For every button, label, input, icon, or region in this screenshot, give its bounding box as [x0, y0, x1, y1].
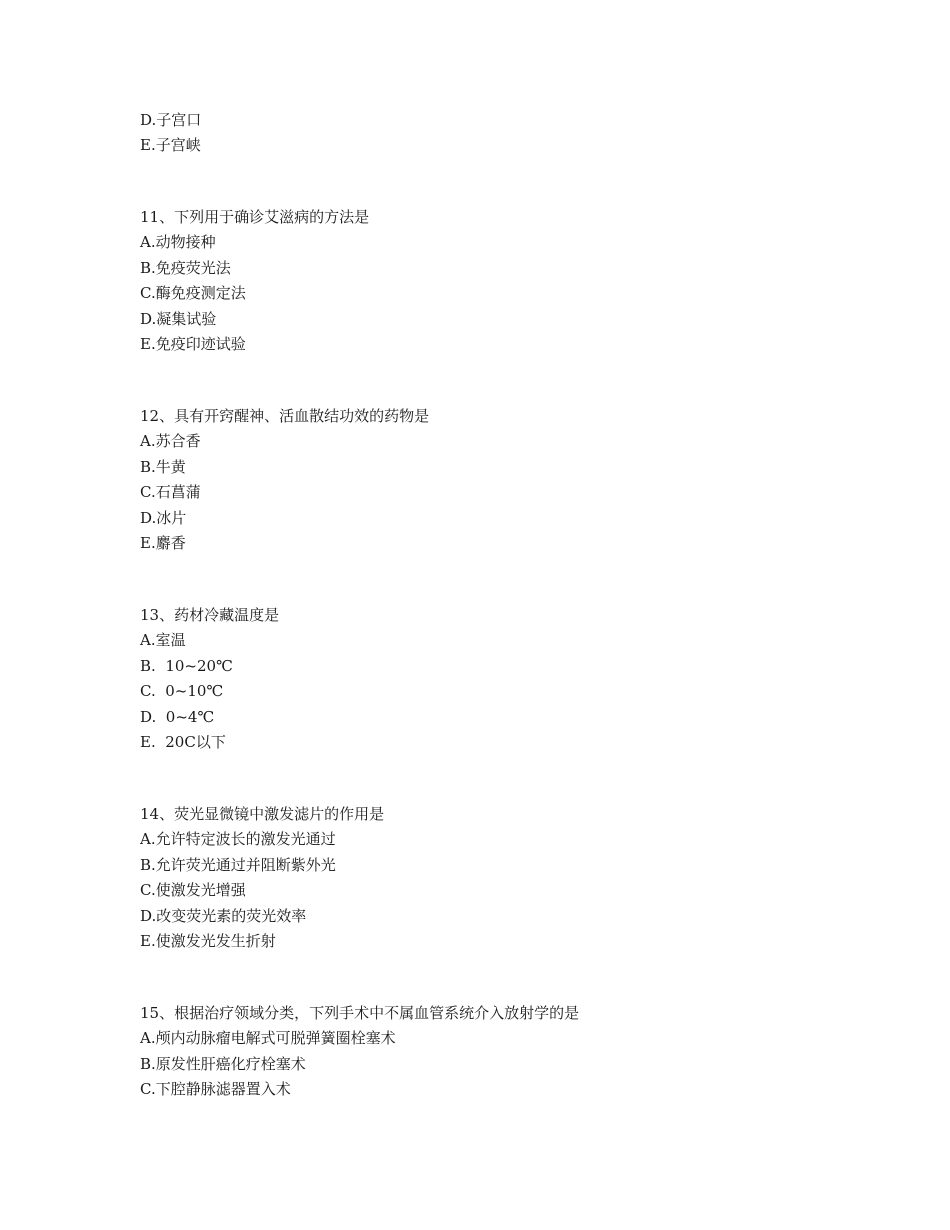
option-e: E. 20C以下: [140, 732, 226, 751]
option-c: C.酶免疫测定法: [140, 284, 246, 303]
option-a: A.颅内动脉瘤电解式可脱弹簧圈栓塞术: [140, 1029, 396, 1048]
option-e: E.免疫印迹试验: [140, 334, 246, 353]
question-14: [140, 802, 900, 954]
question-13: [140, 603, 900, 755]
option-e: E.使激发光发生折射: [140, 931, 276, 950]
question-stem: 15、根据治疗领域分类，下列手术中不属血管系统介入放射学的是: [140, 1004, 580, 1022]
option-b: B.牛黄: [140, 457, 186, 476]
option-b: B. 10~20℃: [140, 656, 233, 675]
option-d: D.凝集试验: [140, 309, 217, 328]
option-b: B.允许荧光通过并阻断紫外光: [140, 855, 336, 874]
option-b: B.免疫荧光法: [140, 258, 231, 277]
question-11: [140, 205, 900, 357]
option-e: E.麝香: [140, 533, 186, 552]
option-d: D. 0~4℃: [140, 707, 215, 726]
option-e: E.子宫峡: [140, 136, 201, 155]
option-b: B.原发性肝癌化疗栓塞术: [140, 1054, 306, 1073]
question-12: [140, 404, 900, 556]
option-d: D.子宫口: [140, 111, 202, 129]
question-stem: 14、荧光显微镜中激发滤片的作用是: [140, 805, 385, 823]
question-10-continued: [140, 108, 900, 159]
option-d: D.改变荧光素的荧光效率: [140, 906, 307, 925]
option-a: A.室温: [140, 631, 186, 650]
option-c: C.使激发光增强: [140, 881, 246, 900]
option-c: C.下腔静脉滤器置入术: [140, 1080, 291, 1099]
question-stem: 12、具有开窍醒神、活血散结功效的药物是: [140, 407, 430, 425]
option-a: A.动物接种: [140, 233, 216, 252]
option-d: D.冰片: [140, 508, 187, 527]
question-stem: 13、药材冷藏温度是: [140, 606, 280, 624]
question-stem: 11、下列用于确诊艾滋病的方法是: [140, 208, 370, 226]
option-a: A.允许特定波长的激发光通过: [140, 830, 336, 849]
option-a: A.苏合香: [140, 432, 201, 451]
option-c: C. 0~10℃: [140, 682, 224, 701]
question-15: [140, 1001, 900, 1103]
option-c: C.石菖蒲: [140, 483, 201, 502]
